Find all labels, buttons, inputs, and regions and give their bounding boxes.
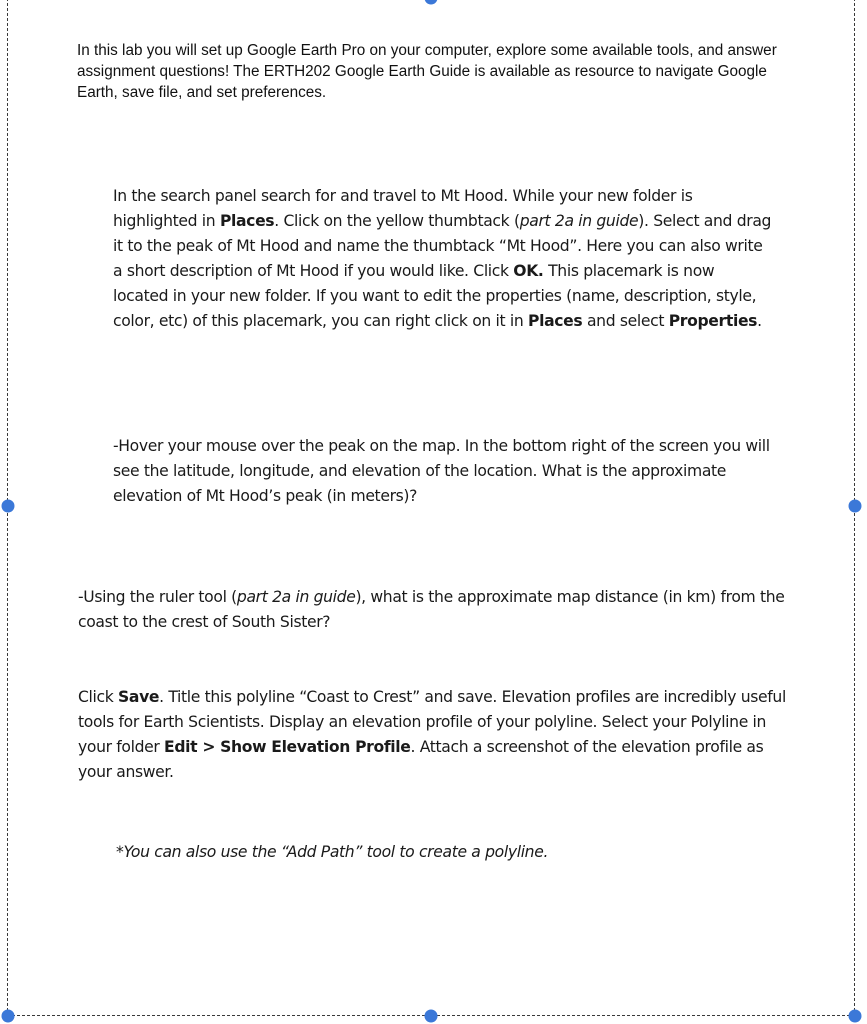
resize-handle-bottom[interactable] — [425, 1010, 438, 1023]
text-run: . Title this polyline “Coast to Crest” and save. Elevation profiles are incredibly useful tools for Earth Scientists. Display an elevation profile of your polyline. Select your Polyline in your folder — [78, 688, 786, 756]
intro-paragraph: In this lab you will set up Google Earth Pro on your computer, explore some available tools, and answer assignment questions! The ERTH202 Google Earth Guide is available as resource to navigate Google Earth, save file, and set preferences. — [77, 42, 777, 101]
text-run: ), what is the approximate map distance (in km) from the coast to the crest of South Sister? — [78, 588, 785, 631]
elevation-profile-paragraph — [78, 685, 798, 785]
save-label: Save — [118, 688, 160, 706]
guide-reference: part 2a in guide — [236, 588, 356, 606]
resize-handle-left[interactable] — [2, 500, 15, 513]
text-run: -Using the ruler tool ( — [78, 588, 237, 606]
text-run: and select — [582, 312, 669, 330]
resize-handle-right[interactable] — [849, 500, 862, 513]
text-run: This placemark is now located in your new folder. If you want to edit the properties (name, description, style, color, etc) of this placemark, you can right click on it in — [113, 262, 757, 330]
text-run: ). Select and drag it to the peak of Mt Hood and name the thumbtack “Mt Hood”. Here you can also write a short description of Mt Hood if you would like. Click — [113, 212, 772, 280]
add-path-note: *You can also use the “Add Path” tool to create a polyline. — [116, 843, 549, 861]
menu-path-label: Edit > Show Elevation Profile — [164, 738, 411, 756]
ruler-question-paragraph — [78, 585, 798, 635]
guide-reference: part 2a in guide — [519, 212, 639, 230]
text-run: In the search panel search for and travel to Mt Hood. While your new folder is highlighted in — [113, 187, 693, 230]
resize-handle-bottom-right[interactable] — [849, 1010, 862, 1023]
places-label: Places — [528, 312, 583, 330]
resize-handle-bottom-left[interactable] — [2, 1010, 15, 1023]
properties-label: Properties — [668, 312, 758, 330]
text-run: . Attach a screenshot of the elevation profile as your answer. — [78, 738, 764, 781]
text-run: Click — [78, 688, 119, 706]
ok-label: OK. — [513, 262, 544, 280]
text-run: . — [757, 312, 762, 330]
places-label: Places — [219, 212, 275, 230]
text-run: . Click on the yellow thumbtack ( — [274, 212, 520, 230]
elevation-question-paragraph: -Hover your mouse over the peak on the map. In the bottom right of the screen you will see the latitude, longitude, and elevation of the location. What is the approximate elevation of Mt Hood’s peak (in meters)? — [113, 437, 770, 505]
mt-hood-instructions-paragraph — [113, 184, 773, 334]
